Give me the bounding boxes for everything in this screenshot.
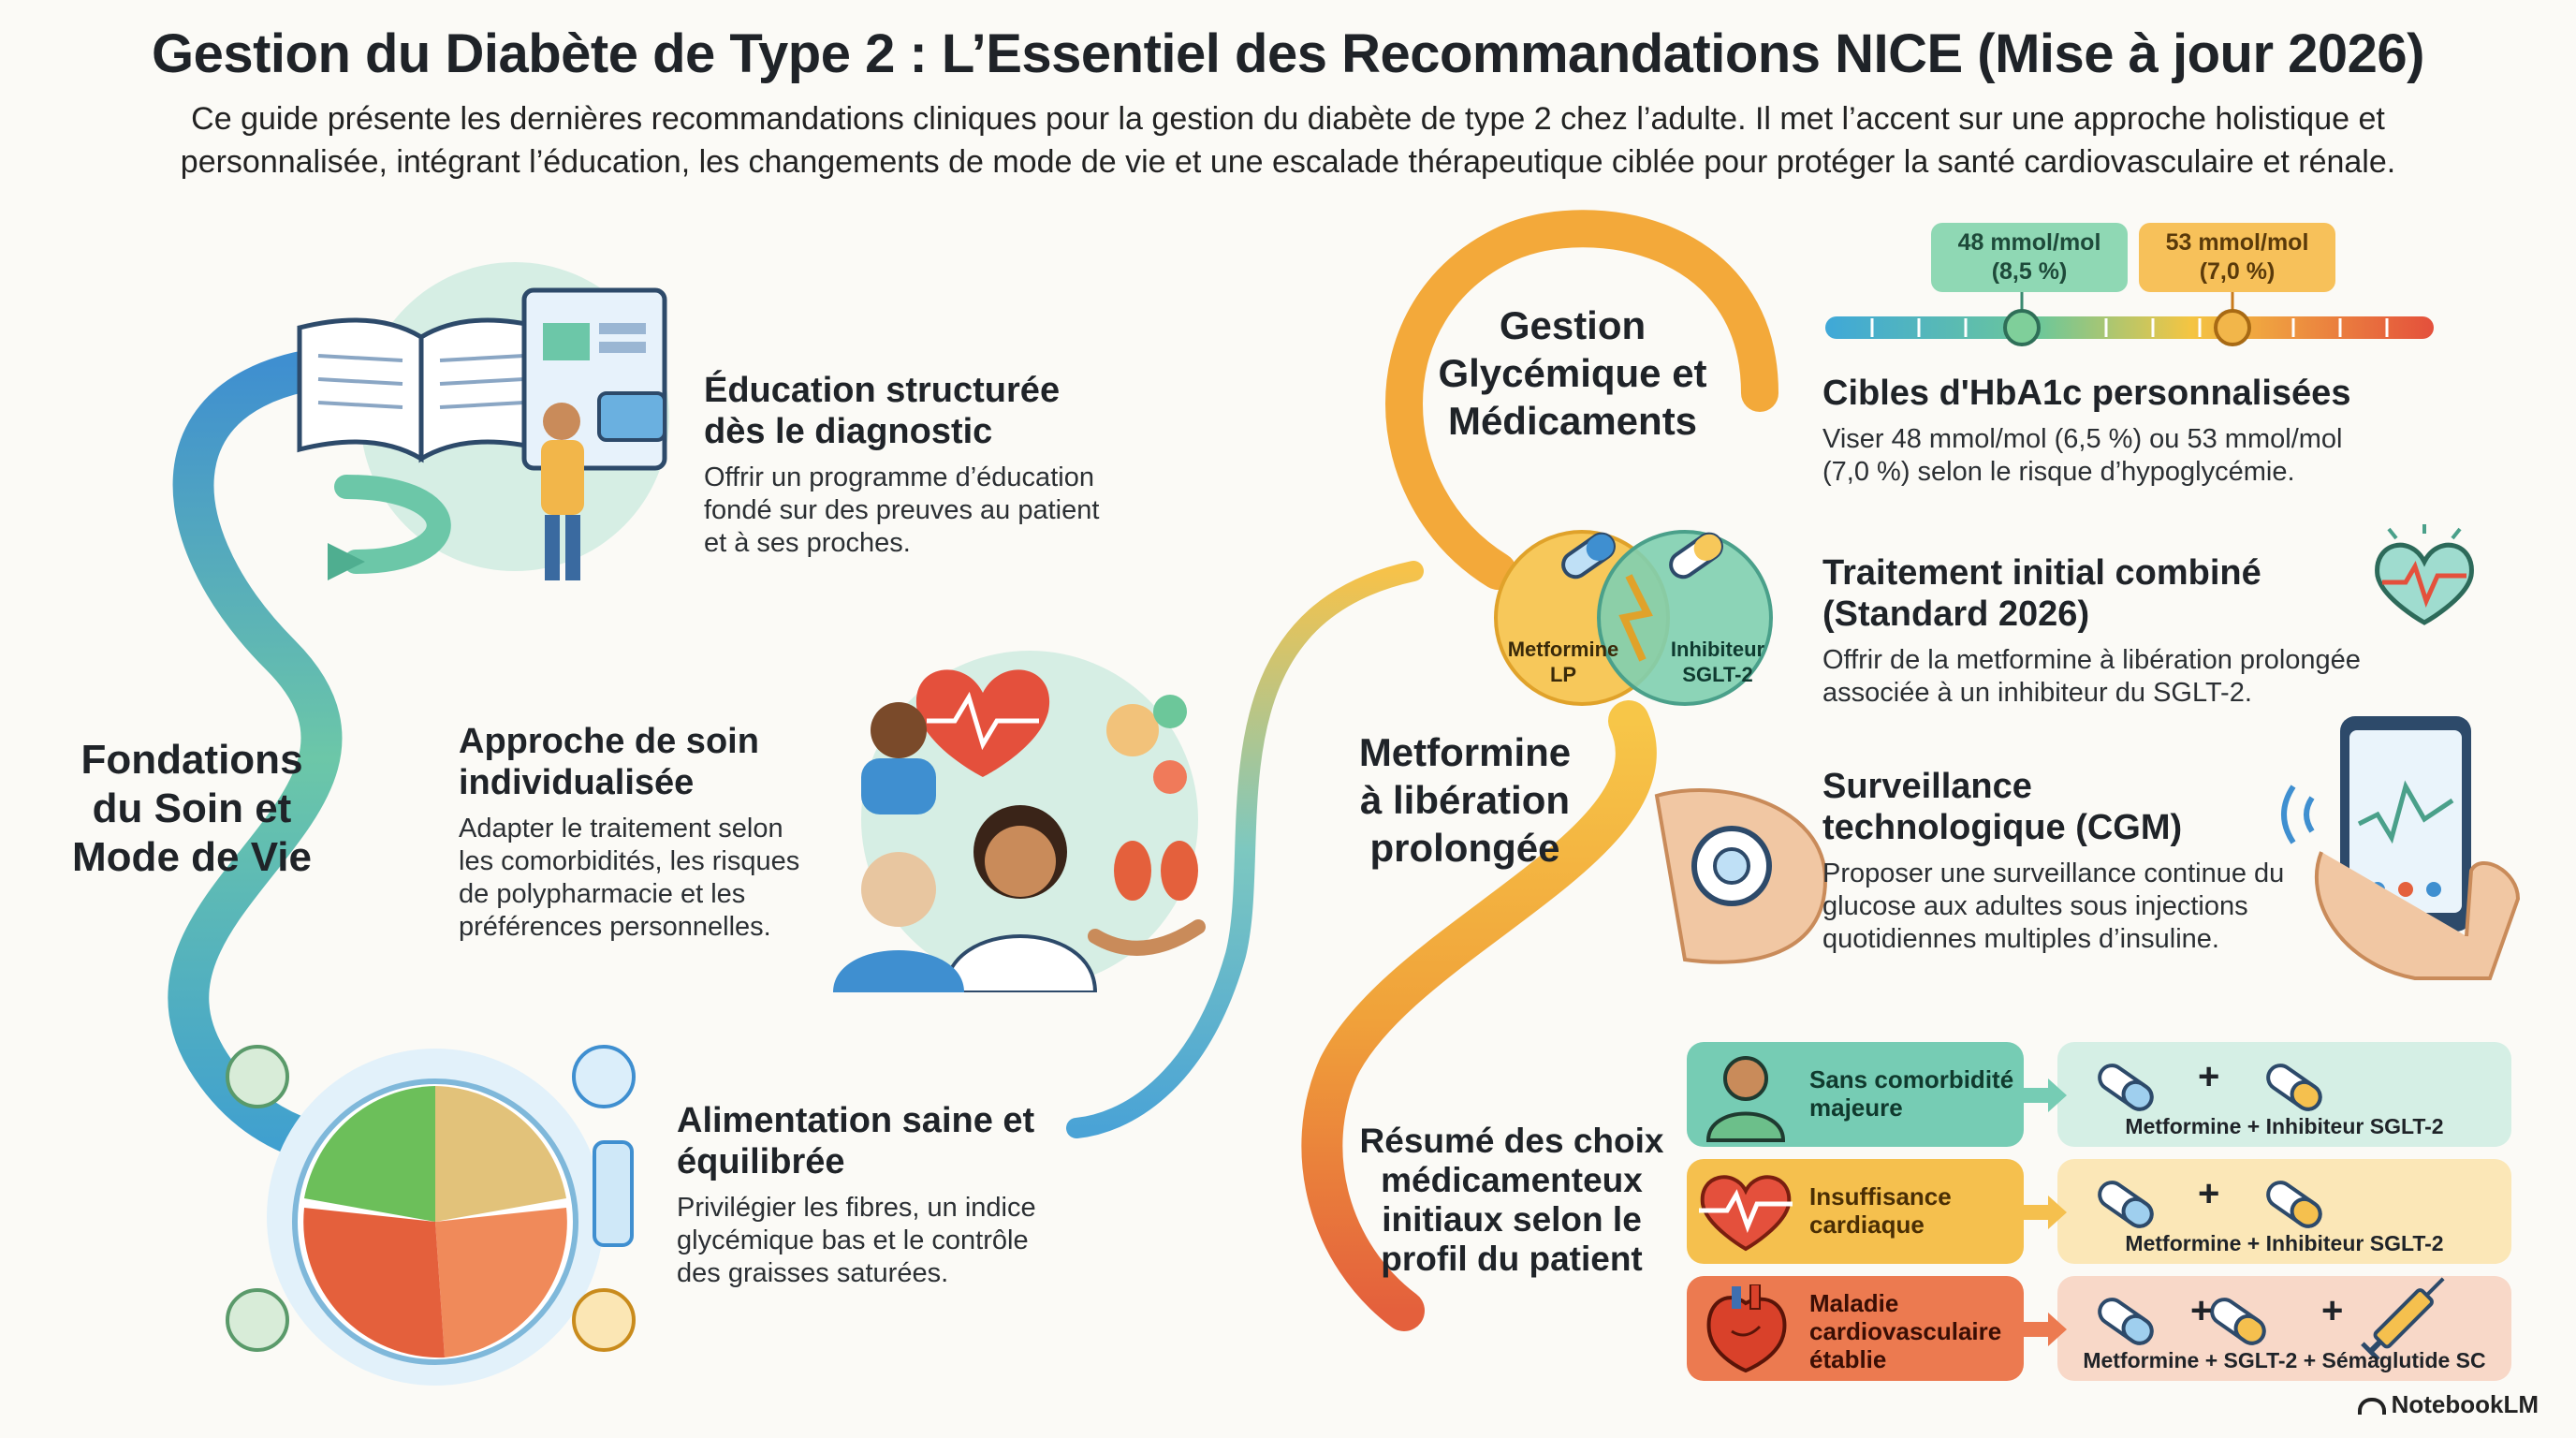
section-line: à libération xyxy=(1359,778,1571,822)
brand-text: NotebookLM xyxy=(2391,1390,2539,1418)
combo-label-cardiovascular: Metformine + SGLT-2 + Sémaglutide SC xyxy=(2083,1348,2486,1372)
book-icon xyxy=(300,320,543,459)
combo-label-heart-failure: Metformine + Inhibiteur SGLT-2 xyxy=(2125,1231,2444,1255)
text-line: les comorbidités, les risques xyxy=(459,846,800,876)
education-illustration xyxy=(281,253,693,590)
profile-label-cardiovascular xyxy=(1809,1289,2020,1373)
scale-marker-48 xyxy=(2005,311,2039,345)
text-line: préférences personnelles. xyxy=(459,912,771,942)
bottle-icon xyxy=(594,1142,632,1245)
heading-line: Approche de soin xyxy=(459,722,759,761)
person-icon xyxy=(871,702,927,758)
cross-icon xyxy=(1153,760,1187,794)
food-text xyxy=(677,1192,1126,1290)
label-line: cardiaque xyxy=(1809,1211,1925,1239)
cgm-text xyxy=(1822,858,2328,956)
cgm-sensor-illustration xyxy=(1647,768,1835,974)
hba1c-heading: Cibles d'HbA1c personnalisées xyxy=(1822,374,2351,413)
pill-line: 48 mmol/mol xyxy=(1957,229,2101,256)
text-line: (7,0 %) selon le risque d’hypoglycémie. xyxy=(1822,457,2295,487)
section-line: Metformine xyxy=(1358,730,1572,774)
plus-sign: + xyxy=(2321,1290,2344,1331)
text-line: de polypharmacie et les xyxy=(459,879,746,909)
heart-failure-icon xyxy=(1699,1168,1793,1255)
page-title: Gestion du Diabète de Type 2 : L’Essentiel des Recommandations NICE (Mise à jour 2026) xyxy=(151,23,2425,84)
education-heading xyxy=(704,370,1191,452)
section-line: Glycémique et xyxy=(1438,351,1707,395)
section-line: profil du patient xyxy=(1381,1240,1643,1278)
initial-heading xyxy=(1822,552,2422,635)
venn-right-label xyxy=(1652,637,1783,687)
notebook-logo-icon xyxy=(2358,1398,2386,1415)
smartphone-illustration xyxy=(2265,712,2527,983)
plus-sign: + xyxy=(2198,1056,2220,1097)
text-line: Offrir de la metformine à libération prolongée xyxy=(1822,645,2361,675)
hba1c-pill-48 xyxy=(1931,223,2128,292)
person-icon xyxy=(1699,1049,1793,1142)
heartbeat-icon xyxy=(2368,524,2481,637)
section-line: médicamenteux xyxy=(1381,1161,1643,1199)
label-line: Insuffisance xyxy=(1809,1182,1952,1211)
section-line: initiaux selon le xyxy=(1382,1200,1642,1239)
section-line: Mode de Vie xyxy=(72,834,312,880)
cgm-block xyxy=(1822,766,2328,956)
label-line: LP xyxy=(1549,663,1577,686)
profile-label-heart-failure xyxy=(1809,1182,2020,1239)
plus-sign: + xyxy=(2198,1173,2220,1214)
heading-line: technologique (CGM) xyxy=(1822,808,2183,847)
initial-treatment-block xyxy=(1822,552,2422,710)
heading-line: dès le diagnostic xyxy=(704,412,993,451)
oil-drop-icon xyxy=(227,1290,287,1350)
label-line: SGLT-2 xyxy=(1682,663,1753,686)
person-icon xyxy=(1106,704,1159,756)
text-line: fondé sur des preuves au patient xyxy=(704,495,1100,525)
signal-icon xyxy=(2284,786,2312,843)
profile-label-no-comorbidity xyxy=(1809,1065,2020,1122)
label-line: établie xyxy=(1809,1345,1887,1373)
food-illustration xyxy=(220,1020,660,1395)
anatomical-heart-icon xyxy=(1704,1284,1788,1374)
individual-text xyxy=(459,813,852,944)
text-line: Adapter le traitement selon xyxy=(459,814,783,844)
text-line: Proposer une surveillance continue du xyxy=(1822,858,2285,888)
section-line: Fondations xyxy=(80,737,303,783)
scale-marker-53 xyxy=(2216,311,2249,345)
section-line: Résumé des choix xyxy=(1359,1122,1664,1160)
label-line: Maladie xyxy=(1809,1289,1899,1317)
subtitle-line: personnalisée, intégrant l’éducation, les changements de mode de vie et une escalade thérapeutique ciblée pour protéger la santé cardiovasculaire et rénale. xyxy=(180,144,2396,180)
text-line: glucose aux adultes sous injections xyxy=(1822,891,2248,921)
education-block xyxy=(704,370,1191,560)
text-line: Privilégier les fibres, un indice xyxy=(677,1193,1036,1223)
label-line: Sans comorbidité xyxy=(1809,1065,2014,1093)
section-line: Gestion xyxy=(1499,303,1647,347)
hba1c-block xyxy=(1822,373,2478,489)
cgm-heading xyxy=(1822,766,2328,848)
elderly-person-icon xyxy=(861,852,936,927)
brand-logo xyxy=(2358,1390,2539,1419)
care-illustration xyxy=(824,637,1236,992)
text-line: Offrir un programme d’éducation xyxy=(704,462,1094,492)
venn-left-label xyxy=(1498,637,1629,687)
food-heading xyxy=(677,1100,1126,1182)
combo-pill-icons xyxy=(2057,1042,2511,1381)
label-line: Metformine xyxy=(1507,638,1619,661)
individual-block xyxy=(459,721,852,944)
text-line: glycémique bas et le contrôle xyxy=(677,1225,1029,1255)
subtitle-line: Ce guide présente les dernières recommandations cliniques pour la gestion du diabète de type 2 chez l’adulte. Il met l’accent sur une approche holistique et xyxy=(191,101,2385,137)
section-glycemic xyxy=(1404,301,1741,445)
label-line: cardiovasculaire xyxy=(1809,1317,2002,1345)
individual-heading xyxy=(459,721,852,803)
check-icon xyxy=(1153,695,1187,728)
text-line: quotidiennes multiples d’insuline. xyxy=(1822,924,2219,954)
label-line: Inhibiteur xyxy=(1670,638,1765,661)
pill-line: (8,5 %) xyxy=(1991,258,2068,285)
text-line: Viser 48 mmol/mol (6,5 %) ou 53 mmol/mol xyxy=(1822,424,2343,454)
plus-sign: + xyxy=(2190,1290,2213,1331)
water-drop-icon xyxy=(574,1047,634,1107)
heading-line: équilibrée xyxy=(677,1142,845,1181)
pill-line: (7,0 %) xyxy=(2199,258,2276,285)
pill-line: 53 mmol/mol xyxy=(2165,229,2309,256)
heading-line: Surveillance xyxy=(1822,767,2032,806)
no-fat-icon xyxy=(574,1290,634,1350)
section-summary xyxy=(1348,1122,1676,1279)
section-metformin xyxy=(1329,728,1601,872)
section-line: prolongée xyxy=(1369,826,1560,870)
heading-line: individualisée xyxy=(459,763,695,802)
hba1c-text xyxy=(1822,423,2478,489)
initial-text xyxy=(1822,644,2422,710)
heading-line: (Standard 2026) xyxy=(1822,594,2090,634)
text-line: associée à un inhibiteur du SGLT-2. xyxy=(1822,678,2252,708)
leaf-icon xyxy=(227,1047,287,1107)
section-line: du Soin et xyxy=(92,785,292,831)
text-line: et à ses proches. xyxy=(704,528,911,558)
heading-line: Alimentation saine et xyxy=(677,1101,1035,1140)
text-line: des graisses saturées. xyxy=(677,1258,949,1288)
heading-line: Traitement initial combiné xyxy=(1822,553,2261,593)
heading-line: Éducation structurée xyxy=(704,371,1061,410)
combo-label-no-comorbidity: Metformine + Inhibiteur SGLT-2 xyxy=(2125,1114,2444,1138)
section-line: Médicaments xyxy=(1447,399,1698,443)
food-block xyxy=(677,1100,1126,1290)
education-text xyxy=(704,462,1191,560)
section-foundations xyxy=(56,736,328,882)
hba1c-pill-53 xyxy=(2139,223,2335,292)
label-line: majeure xyxy=(1809,1093,1903,1122)
syringe-icon xyxy=(2363,1270,2452,1359)
